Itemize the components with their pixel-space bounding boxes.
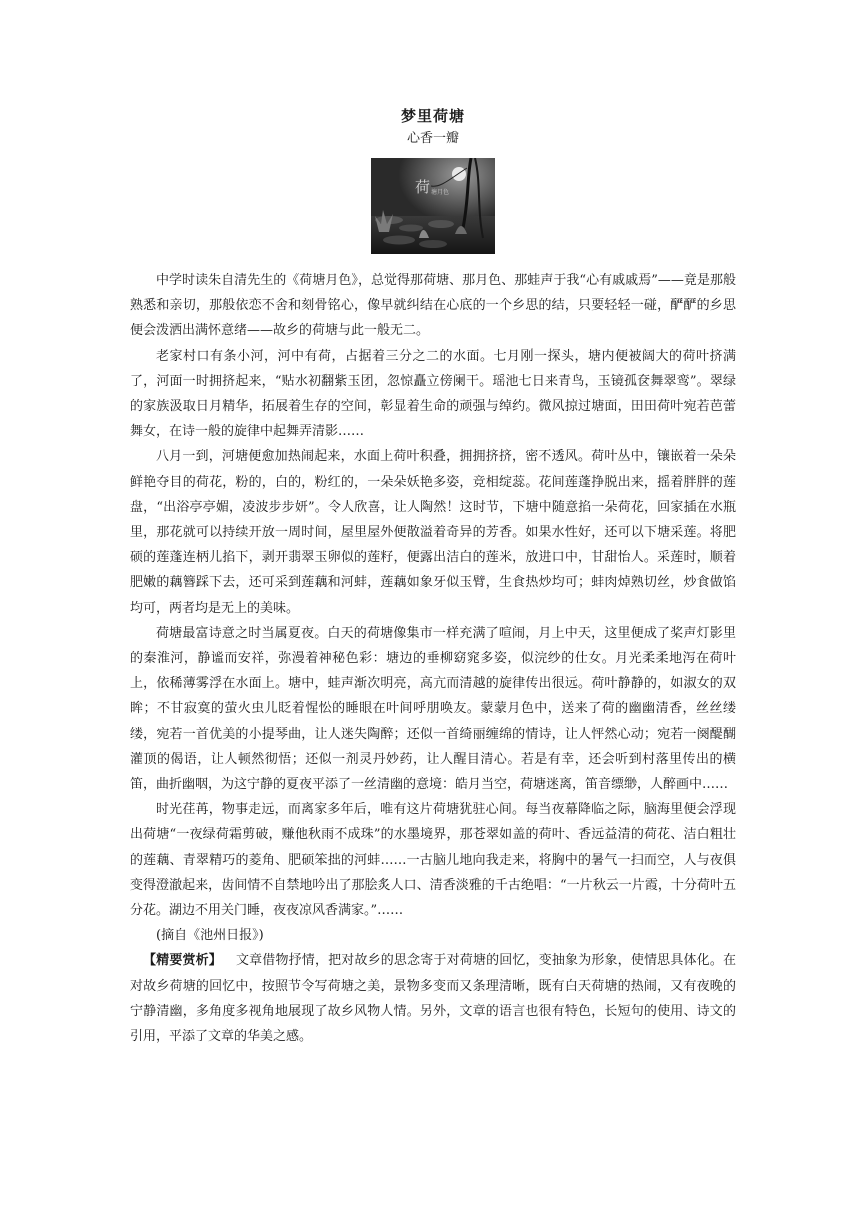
illustration-caption-big: 荷 — [415, 178, 431, 196]
paragraph-5: 时光荏苒，物事走远，而离家多年后，唯有这片荷塘犹驻心间。每当夜幕降临之际，脑海里便会浮现出荷塘“一夜绿荷霜剪破，赚他秋雨不成珠”的水墨境界，那苍翠如盖的荷叶、香远益清的荷花、洁白粗壮的莲藕、青翠精巧的菱角、肥硕笨拙的河蚌……一古脑儿地向我走来，将胸中的暑气一扫而空，人与夜俱变得澄澈起来，齿间情不自禁地吟出了那脍炙人口、清香淡雅的千古绝唱：“一片秋云一片霞，十分荷叶五分花。湖边不用关门睡，夜夜凉风香满家。”…… — [130, 802, 736, 919]
lotus-moonlight-illustration — [371, 158, 495, 254]
article-author: 心香一瓣 — [406, 131, 459, 146]
article — [130, 104, 736, 1049]
analysis-text: 文章借物抒情，把对故乡的思念寄于对荷塘的回忆，变抽象为形象，使情思具体化。在对故乡荷塘的回忆中，按照节令写荷塘之美，景物多变而又条理清晰，既有白天荷塘的热闹，又有夜晚的宁静清幽，多角度多视角地展现了故乡风物人情。另外，文章的语言也很有特色，长短句的使用、诗文的引用，平添了文章的华美之感。 — [130, 953, 736, 1045]
article-source: (摘自《池州日报》) — [156, 928, 264, 944]
illustration-caption-small: 塘月色 — [431, 189, 450, 196]
paragraph-2: 老家村口有条小河，河中有荷，占据着三分之二的水面。七月刚一探头，塘内便被阔大的荷叶挤满了，河面一时拥挤起来，“贴水初翻紫玉团，忽惊矗立傍阑干。瑶池七日来青鸟，玉镜孤奁舞翠鸾”。翠绿的家族汲取日月精华，拓展着生存的空间，彰显着生命的顽强与绰约。微风掠过塘面，田田荷叶宛若芭蕾舞女，在诗一般的旋律中起舞弄清影…… — [130, 348, 736, 440]
paragraph-3: 八月一到，河塘便愈加热闹起来，水面上荷叶积叠，拥拥挤挤，密不透风。荷叶丛中，镶嵌着一朵朵鲜艳夺目的荷花，粉的，白的，粉红的，一朵朵妖艳多姿，竞相绽蕊。花间莲蓬挣脱出来，摇着胖胖的莲盘，“出浴亭亭媚，凌波步步妍”。令人欣喜，让人陶然！这时节，下塘中随意掐一朵荷花，回家插在水瓶里，那花就可以持续开放一周时间，屋里屋外便散溢着奇异的芳香。如果水性好，还可以下塘采莲。将肥硕的莲蓬连柄儿掐下，剥开翡翠玉卵似的莲籽，便露出洁白的莲米，放进口中，甘甜怡人。采莲时，顺着肥嫩的藕簪踩下去，还可采到莲藕和河蚌，莲藕如象牙似玉臂，生食热炒均可；蚌肉焯熟切丝，炒食做馅均可，两者均是无上的美味。 — [130, 449, 736, 616]
moon-icon — [452, 167, 466, 181]
analysis-section — [130, 948, 736, 1049]
article-title: 梦里荷塘 — [400, 107, 465, 125]
paragraph-4: 荷塘最富诗意之时当属夏夜。白天的荷塘像集市一样充满了喧闹，月上中天，这里便成了桨声灯影里的秦淮河，静谧而安祥，弥漫着神秘色彩：塘边的垂柳窈窕多姿，似浣纱的仕女。月光柔柔地泻在荷叶上，依稀薄雾浮在水面上。塘中，蛙声渐次明亮，高亢而清越的旋律传出很远。荷叶静静的，如淑女的双眸；不甘寂寞的萤火虫儿眨着惺忪的睡眼在叶间呼朋唤友。蒙蒙月色中，送来了荷的幽幽清香，丝丝缕缕，宛若一首优美的小提琴曲，让人迷失陶醉；还似一首绮丽缠绵的情诗，让人怦然心动；宛若一阕醍醐灌顶的偈语，让人顿然彻悟；还似一剂灵丹妙药，让人醒目清心。若是有幸，还会听到村落里传出的横笛，曲折幽咽，为这宁静的夏夜平添了一丝清幽的意境：皓月当空，荷塘迷离，笛音缥缈，人醉画中…… — [130, 625, 736, 793]
analysis-label: 【精要赏析】 — [143, 953, 222, 969]
paragraph-1: 中学时读朱自清先生的《荷塘月色》，总觉得那荷塘、那月色、那蛙声于我“心有戚戚焉”——竟是那般熟悉和亲切，那般依恋不舍和刻骨铭心，像早就纠结在心底的一个乡思的结，只要轻轻一碰，酽酽的乡思便会泼洒出满怀意绪——故乡的荷塘与此一般无二。 — [130, 273, 736, 339]
